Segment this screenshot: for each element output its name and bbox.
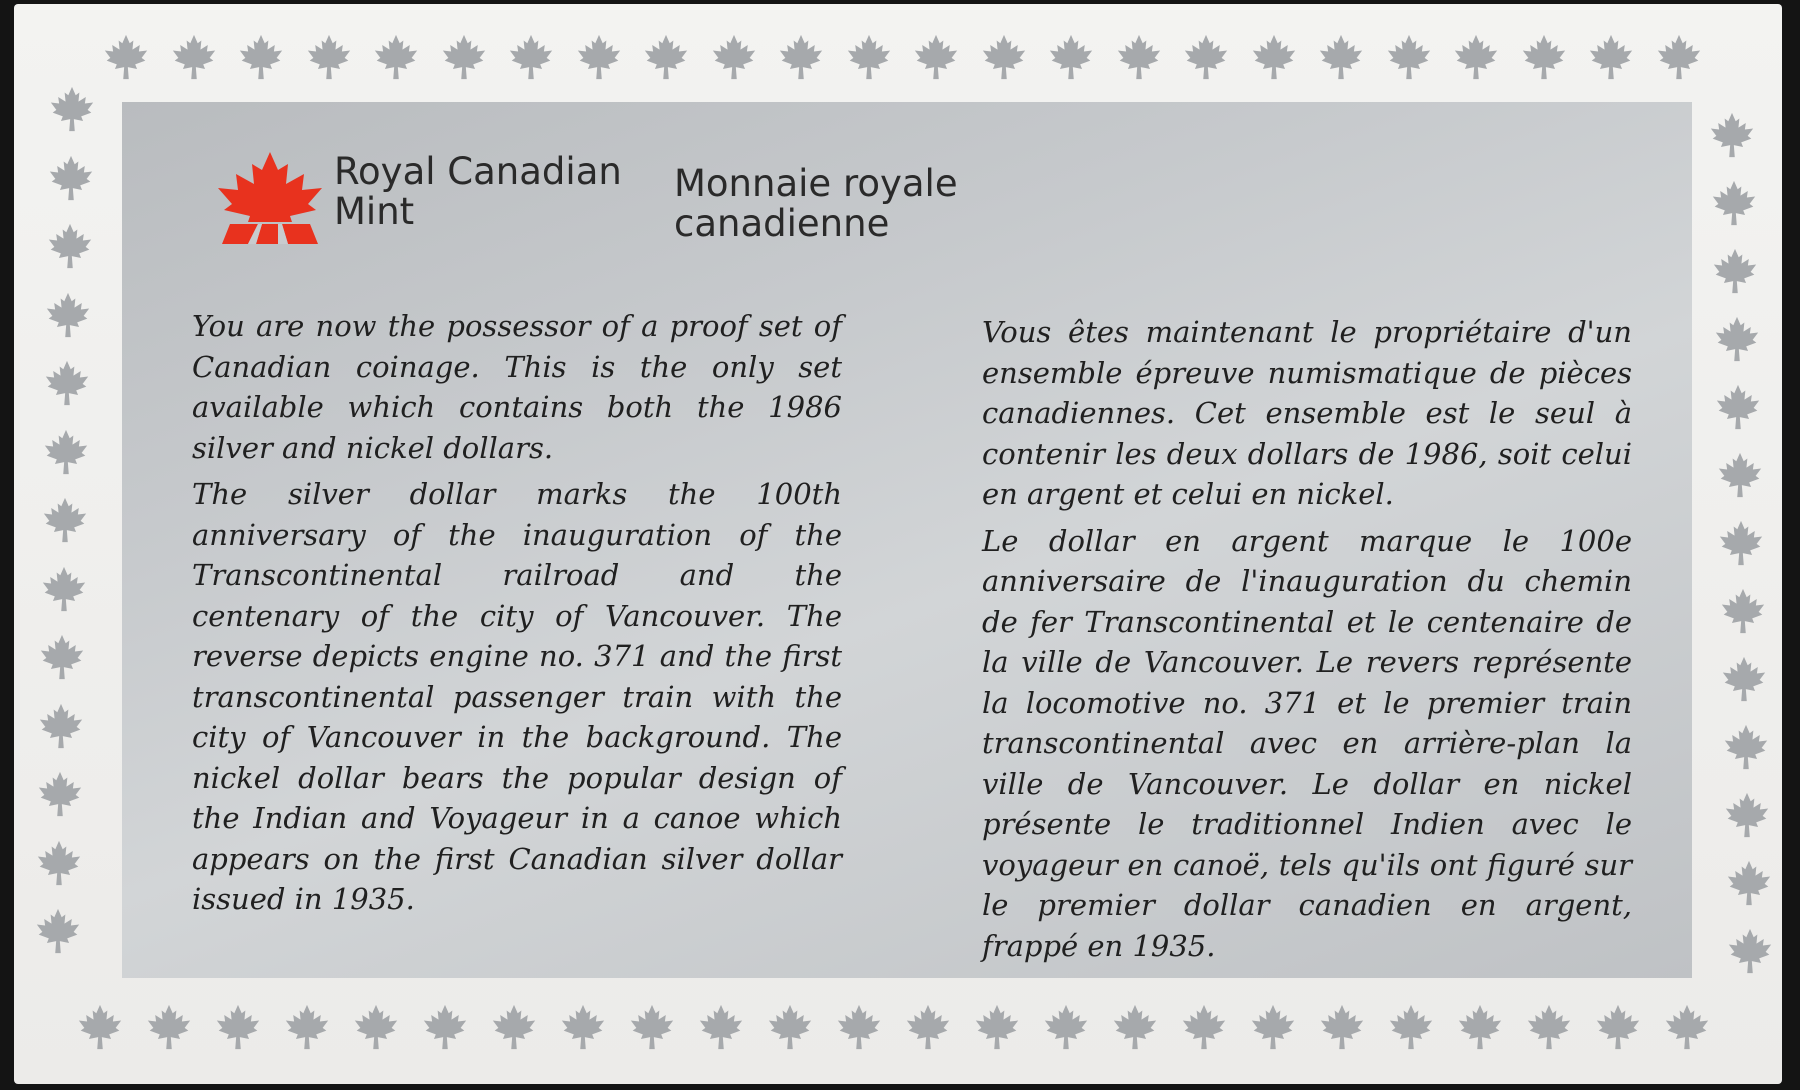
maple-leaf-icon [1525,1004,1573,1050]
maple-leaf-icon [1111,1004,1159,1050]
maple-leaf-icon [912,34,960,80]
maple-leaf-icon [40,566,88,612]
maple-leaf-icon [1182,34,1230,80]
certificate-panel [122,102,1692,978]
maple-leaf-icon [1047,34,1095,80]
maple-leaf-icon [777,34,825,80]
maple-leaf-icon [76,1004,124,1050]
french-paragraph-1: Vous êtes maintenant le propriétaire d'un ensemble épreuve numismatique de pièces canadiennes. Cet ensemble est le seul à contenir les deux dollars de 1986, soit celui en argent et celui en nickel. [982,315,1632,511]
mint-name-french-line1: Monnaie royale [674,162,958,205]
maple-leaf-icon [102,34,150,80]
mint-name-english-line1: Royal Canadian [334,150,622,193]
maple-leaf-icon [372,34,420,80]
maple-leaf-icon [507,34,555,80]
maple-leaf-icon [48,86,96,132]
maple-leaf-icon [34,908,82,954]
english-text-column [192,306,842,926]
maple-leaf-icon [1655,34,1703,80]
english-paragraph-2: The silver dollar marks the 100th anniversary of the inauguration of the Transcontinental railroad and the centenary of the city of Vancouver. The reverse depicts engine no. 371 and the first transcontinental passenger train with the city of Vancouver in the background. The nickel dollar bears the popular design of the Indian and Voyageur in a canoe which appears on the first Canadian silver dollar issued in 1935. [192,477,842,916]
maple-leaf-icon [1719,588,1767,634]
maple-leaf-icon [1722,724,1770,770]
maple-leaf-icon [1716,452,1764,498]
maple-leaf-icon [904,1004,952,1050]
maple-leaf-icon [47,155,95,201]
maple-leaf-icon [237,34,285,80]
maple-leaf-icon [1711,248,1759,294]
maple-leaf-icon [1387,1004,1435,1050]
maple-leaf-icon [41,497,89,543]
maple-leaf-icon [46,223,94,269]
french-paragraph-2: Le dollar en argent marque le 100e anniversaire de l'inauguration du chemin de fer Transcontinental et le centenaire de la ville de Vancouver. Le revers représente la locomotive no. 371 et le premier train transcontinental avec en arrière-plan la ville de Vancouver. Le dollar en nickel présente le traditionnel Indien avec le voyageur en canoë, tels qu'ils ont figuré sur le premier dollar canadien en argent, frappé en 1935. [982,523,1632,963]
maple-leaf-icon [1180,1004,1228,1050]
maple-leaf-icon [35,840,83,886]
proof-set-card [14,4,1782,1084]
maple-leaf-icon [440,34,488,80]
maple-leaf-icon [1385,34,1433,80]
maple-leaf-icon [1318,1004,1366,1050]
maple-leaf-icon [1452,34,1500,80]
english-paragraph-1: You are now the possessor of a proof set of Canadian coinage. This is the only set available which contains both the 1986 silver and nickel dollars. [192,309,842,465]
maple-leaf-icon [1714,384,1762,430]
maple-leaf-icon [1249,1004,1297,1050]
maple-leaf-icon [766,1004,814,1050]
maple-leaf-icon [37,703,85,749]
maple-leaf-icon [1708,112,1756,158]
maple-leaf-icon [43,360,91,406]
maple-leaf-icon [1720,656,1768,702]
maple-leaf-icon [559,1004,607,1050]
maple-leaf-icon [218,152,322,244]
maple-leaf-icon [421,1004,469,1050]
maple-leaf-icon [980,34,1028,80]
mint-name-french-line2: canadienne [674,202,890,245]
maple-leaf-icon [42,429,90,475]
maple-leaf-icon [214,1004,262,1050]
maple-leaf-icon [1042,1004,1090,1050]
maple-leaf-icon [1317,34,1365,80]
maple-leaf-icon [642,34,690,80]
maple-leaf-icon [1456,1004,1504,1050]
maple-leaf-icon [1723,792,1771,838]
maple-leaf-icon [1713,316,1761,362]
maple-leaf-icon [835,1004,883,1050]
maple-leaf-icon [1726,928,1774,974]
maple-leaf-icon [36,771,84,817]
maple-leaf-icon [490,1004,538,1050]
maple-leaf-icon [628,1004,676,1050]
maple-leaf-icon [1520,34,1568,80]
maple-leaf-icon [283,1004,331,1050]
mint-name-english [334,152,622,232]
maple-leaf-icon [1710,180,1758,226]
maple-leaf-icon [1594,1004,1642,1050]
maple-leaf-icon [1725,860,1773,906]
maple-leaf-icon [710,34,758,80]
maple-leaf-icon [1717,520,1765,566]
french-text-column [982,312,1632,972]
maple-leaf-icon [973,1004,1021,1050]
maple-leaf-icon [352,1004,400,1050]
maple-leaf-icon [1663,1004,1711,1050]
maple-leaf-icon [305,34,353,80]
maple-leaf-icon [1250,34,1298,80]
mint-name-french [674,164,958,244]
maple-leaf-icon [44,292,92,338]
maple-leaf-icon [575,34,623,80]
maple-leaf-icon [145,1004,193,1050]
maple-leaf-icon [170,34,218,80]
mint-name-english-line2: Mint [334,190,415,233]
maple-leaf-icon [1587,34,1635,80]
maple-leaf-icon [1115,34,1163,80]
maple-leaf-icon [38,634,86,680]
maple-leaf-icon [845,34,893,80]
maple-leaf-icon [697,1004,745,1050]
